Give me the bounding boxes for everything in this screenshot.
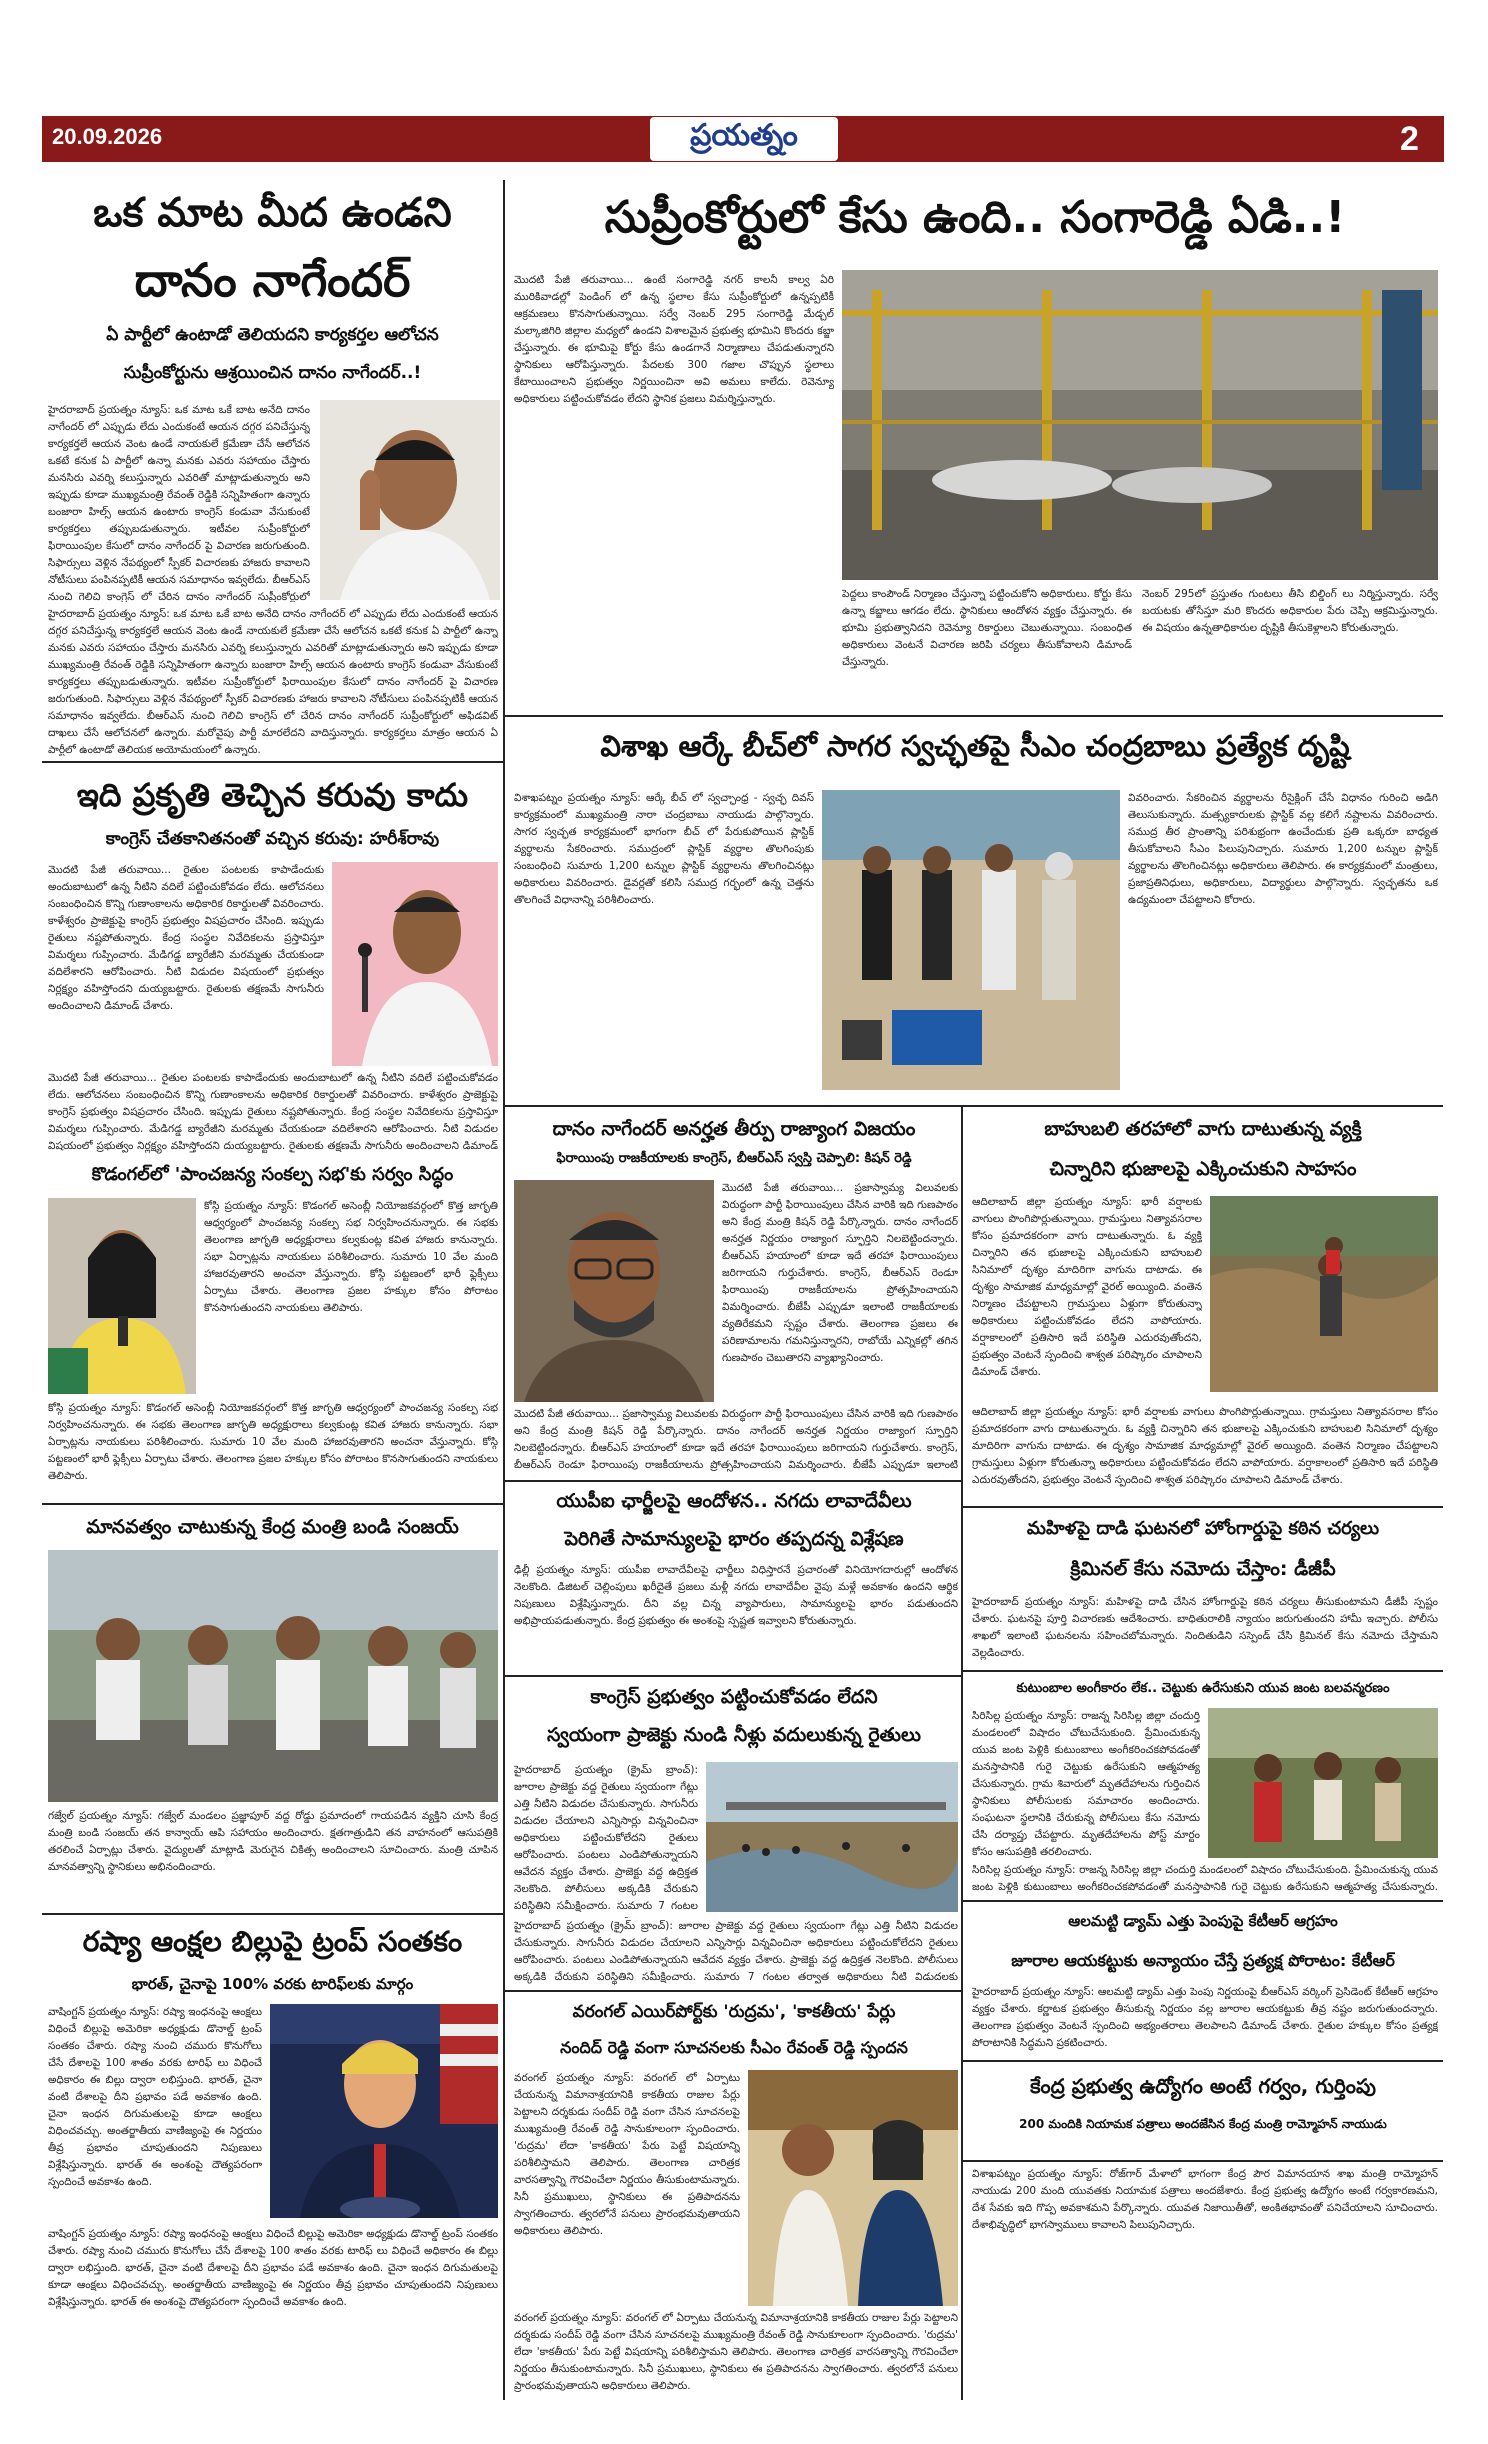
gurrampu-subheadline: 200 మందికి నియామక పత్రాలు అందజేసిన కేంద్ర మంత్రి రామ్మోహన్ నాయుడు [1019, 2117, 1387, 2131]
ktr-headline-line1: ఆలమట్టి డ్యామ్ ఎత్తు పెంపుపై కేటీఆర్ ఆగ్రహం [1068, 1912, 1338, 1930]
story1-body-continued [48, 606, 498, 756]
farmers-body-text: హైదరాబాద్ ప్రయత్నం (క్రైమ్ బ్రాంచ్): జూరాల ప్రాజెక్టు వద్ద రైతులు స్వయంగా గేట్లు ఎత్తి నీటిని విడుదల చేసుకున్నారు. సాగునీరు విడుదల చేయాలని ఎన్నిసార్లు విన్నవించినా అధికారులు పట్టించుకోలేదని రైతులు ఆరోపించారు. పంటలు ఎండిపోతున్నాయని ఆవేదన వ్యక్తం చేశారు. ప్రాజెక్టు వద్ద ఉద్రిక్తత నెలకొంది. పోలీసులు అక్కడికి చేరుకుని పరిస్థితిని సమీక్షించారు. సుమారు 7 గంటల తర్వాత అధికారులు నీటి విడుదలకు [514, 1920, 958, 1983]
ktr-body: హైదరాబాద్ ప్రయత్నం న్యూస్: ఆలమట్టి డ్యామ్ ఎత్తు పెంపు నిర్ణయంపై బీఆర్ఎస్ వర్కింగ్ ప్రెసిడెంట్ కేటీఆర్ ఆగ్రహం వ్యక్తం చేశారు. కర్ణాటక ప్రభుత్వం తీసుకున్న నిర్ణయం వల్ల జూరాల ఆయకట్టుకు తీవ్ర నష్టం జరుగుతుందన్నారు. తెలంగాణ ప్రభుత్వం వెంటనే స్పందించి అభ్యంతరాలు తెలపాలని డిమాండ్ చేశారు. రైతుల హక్కుల కోసం ప్రత్యక్ష పోరాటానికి సిద్ధమని ప్రకటించారు. [972, 1986, 1438, 2049]
bandi-headline: మానవత్వం చాటుకున్న కేంద్ర మంత్రి బండి సంజయ్ [86, 1516, 459, 1538]
section-divider [503, 1990, 961, 1992]
family-body: సిరిసిల్ల ప్రయత్నం న్యూస్: రాజన్న సిరిసిల్ల జిల్లా చందుర్తి మండలంలో విషాదం చోటుచేసుకుంది. ప్రేమించుకున్న యువ జంట పెళ్లికి కుటుంబాలు అంగీకరించకపోవడంతో మనస్తాపానికి గురై చెట్టుకు ఉరేసుకుని ఆత్మహత్య చేసుకున్నారు. గ్రామ శివారులో మృతదేహాలను గుర్తించిన స్థానికులు పోలీసులకు సమాచారం అందించారు. సంఘటనా స్థలానికి చేరుకున్న పోలీసులు కేసు నమోదు చేసి దర్యాప్తు చేపట్టారు. మృతదేహాలను పోస్ట్ మార్టం కోసం ఆసుపత్రికి తరలించారు. [972, 1710, 1200, 1858]
section-divider [961, 1670, 1443, 1672]
section-divider [961, 1506, 1443, 1508]
airport-body: వరంగల్ ప్రయత్నం న్యూస్: వరంగల్ లో ఏర్పాటు చేయనున్న విమానాశ్రయానికి కాకతీయ రాజుల పేర్లు పెట్టాలని దర్శకుడు సందీప్ రెడ్డి వంగా చేసిన సూచనలపై ముఖ్యమంత్రి రేవంత్ రెడ్డి సానుకూలంగా స్పందించారు. 'రుద్రమ' లేదా 'కాకతీయ' పేరు పెట్టే విషయాన్ని పరిశీలిస్తామని తెలిపారు. తెలంగాణ చారిత్రక వారసత్వాన్ని గౌరవించేలా నిర్ణయం తీసుకుంటామన్నారు. సినీ ప్రముఖులు, స్థానికులు ఈ ప్రతిపాదనను స్వాగతించారు. త్వరలోనే పనులు ప్రారంభమవుతాయని అధికారులు తెలిపారు. [514, 2072, 740, 2237]
section-divider [961, 1900, 1443, 1902]
kishan-subheadline: ఫిరాయింపు రాజకీయాలకు కాంగ్రెస్, బీఆర్ఎస్ స్వస్తి చెప్పాలి: కిషన్ రెడ్డి [556, 1151, 912, 1166]
section-divider [42, 1503, 503, 1505]
bahubali-photo [1210, 1196, 1438, 1392]
section-divider [42, 1913, 503, 1915]
dgp-headline-line2: క్రిమినల్ కేసు నమోదు చేస్తాం: డీజీపీ [1070, 1558, 1336, 1580]
gurrampu-headline: కేంద్ర ప్రభుత్వ ఉద్యోగం అంటే గర్వం, గుర్తింపు [1030, 2074, 1376, 2098]
section-divider [961, 2160, 1443, 2162]
family-photo [1208, 1708, 1438, 1858]
story1-headline-line1: ఒక మాట మీద ఉండని [93, 190, 452, 236]
trump-photo [270, 2004, 498, 2218]
upi-body: ఢిల్లీ ప్రయత్నం న్యూస్: యుపీఐ లావాదేవీలపై ఛార్జీలు విధిస్తారనే ప్రచారంతో వినియోగదారుల్లో ఆందోళన నెలకొంది. డిజిటల్ చెల్లింపులు ఖరీదైతే ప్రజలు మళ్లీ నగదు లావాదేవీల వైపు మళ్లే అవకాశం ఉందని ఆర్థిక నిపుణులు విశ్లేషిస్తున్నారు. దీని వల్ల చిన్న వ్యాపారులు, సామాన్యులపై భారం పడుతుందని అభిప్రాయపడుతున్నారు. కేంద్ర ప్రభుత్వం ఈ అంశంపై స్పష్టత ఇవ్వాలని కోరుతున్నారు. [514, 1564, 958, 1627]
trump-subheadline: భారత్, చైనాపై 100% వరకు టారిఫ్‌లకు మార్గం [131, 1975, 414, 1993]
prakruti-body-text: మొదటి పేజీ తరువాయి... రైతుల పంటలకు కాపాడేందుకు అందుబాటులో ఉన్న నీటిని వదిలే పట్టించుకోవడం లేదు. ఆలోచనలు సంబంధించిన కొన్ని గుణాంకాలను అధికారిక రికార్డులతో వివరించారు. కాళేశ్వరం ప్రాజెక్టుపై కాంగ్రెస్ ప్రభుత్వం విషప్రచారం చేసింది. ఇప్పుడు రైతులు నష్టపోతున్నారు. కేంద్ర సంస్థల నివేదికలను ప్రస్తావిస్తూ విమర్శలు గుప్పించారు. మేడిగడ్డ బ్యారేజీని మరమ్మతు చేయకుండా వదిలేశారని ఆరోపించారు. నీటి విడుదల విషయంలో ప్రభుత్వం నిర్లక్ష్యం వహిస్తోందని దుయ్యబట్టారు. రైతులకు తక్షణమే సాగునీరు అందించాలని డిమాండ్ [48, 1072, 498, 1152]
family-body-text: సిరిసిల్ల ప్రయత్నం న్యూస్: రాజన్న సిరిసిల్ల జిల్లా చందుర్తి మండలంలో విషాదం చోటుచేసుకుంది. ప్రేమించుకున్న యువ జంట పెళ్లికి కుటుంబాలు అంగీకరించకపోవడంతో మనస్తాపానికి గురై చెట్టుకు ఉరేసుకుని ఆత్మహత్య చేసుకున్నారు. [972, 1864, 1438, 1893]
main-story-photo [842, 270, 1438, 580]
story1-body-text: హైదరాబాద్ ప్రయత్నం న్యూస్: ఒక మాట ఒకే బాట అనేది దానం నాగేందర్ లో ఎప్పుడు లేదు ఎందుకంటే ఆయన దగ్గర పనిచేస్తున్న కార్యకర్తలే ఆయన వెంట ఉండే నాయకులే క్రమేణా చేసే ఆలోచన ఒకటే కనుక ఏ పార్టీలో ఉన్నా మనకు ఎవరు సహాయం చేస్తారు మనసిరు ఎవర్ని కలుస్తున్నారు ఎవరితో మాట్లాడుతున్నారు అని ఇప్పుడు కూడా ముఖ్యమంత్రి రేవంత్ రెడ్డికి సన్నిహితంగా ఉన్నారు బంజారా హిల్స్ ఆయన ఉంటారు కాంగ్రెస్ కండువా వేసుకుంటే కార్యకర్తలు తప్పుబడుతున్నారు. ఇటీవల సుప్రీంకోర్టులో ఫిరాయింపుల కేసులో దానం నాగేందర్ పై విచారణ జరుగుతుంది. సిఫార్సులు వెళ్లిన నేపథ్యంలో స్పీకర్ విచారణకు హాజరు కావాలని నోటీసులు పంపినప్పటికీ ఆయన సమాధానం ఇవ్వలేదు. బీఆర్ఎస్ నుంచి గెలిచి కాంగ్రెస్ లో చేరిన దానం నాగేందర్ సుప్రీంకోర్టులో అఫిడవిట్ దాఖలు చేసే ఆలోచనలో ఉన్నారు. మరోవైపు పార్టీ మారలేదని వాదిస్తున్నారు. కార్యకర్తలు మాత్రం ఆయన ఏ పార్టీలో ఉంటాడో తెలియక అయోమయంలో ఉన్నారు. [48, 608, 498, 756]
kavitha-photo [48, 1198, 196, 1394]
kodangal-headline: కొడంగల్‌లో 'పాంచజన్య సంకల్ప సభ'కు సర్వం సిద్ధం [91, 1164, 454, 1185]
gurrampu-body: విశాఖపట్నం ప్రయత్నం న్యూస్: రోజ్‌గార్ మేళాలో భాగంగా కేంద్ర పౌర విమానయాన శాఖ మంత్రి రామ్మోహన్ నాయుడు 200 మంది యువతకు నియామక పత్రాలు అందజేశారు. కేంద్ర ప్రభుత్వ ఉద్యోగం అంటే గర్వకారణమని, దేశ సేవకు ఇది గొప్ప అవకాశమని పేర్కొన్నారు. యువత నిజాయితీతో, అంకితభావంతో పనిచేయాలని సూచించారు. దేశాభివృద్ధిలో భాగస్వాములు కావాలని పిలుపునిచ్చారు. [972, 2168, 1438, 2231]
ktr-headline-line2: జూరాల ఆయకట్టుకు అన్యాయం చేస్తే ప్రత్యక్ష పోరాటం: కేటీఆర్ [1011, 1951, 1395, 1970]
kodangal-body-continued [48, 1400, 498, 1498]
farmers-headline-line2: స్వయంగా ప్రాజెక్టు నుండి నీళ్లు వదులుకున్న రైతులు [547, 1724, 921, 1746]
family-body-continued [972, 1862, 1438, 1898]
prakruti-subheadline: కాంగ్రెస్ చేతకానితనంతో వచ్చిన కరువు: హరీశ్‌రావు [105, 829, 440, 849]
section-divider [42, 761, 503, 763]
issue-date: 20.09.2026 [52, 124, 163, 149]
dgp-headline-line1: మహిళపై దాడి ఘటనలో హోంగార్డుపై కఠిన చర్యలు [1026, 1518, 1380, 1539]
prakruti-body-continued [48, 1070, 498, 1154]
section-divider [503, 1675, 961, 1677]
family-headline: కుటుంబాల అంగీకారం లేక.. చెట్టుకు ఉరేసుకుని యువ జంట బలవన్మరణం [1016, 1681, 1390, 1696]
bahubali-body-text: ఆదిలాబాద్ జిల్లా ప్రయత్నం న్యూస్: భారీ వర్షాలకు వాగులు పొంగిపొర్లుతున్నాయి. గ్రామస్తులు నిత్యావసరాల కోసం ప్రమాదకరంగా వాగు దాటుతున్నారు. ఓ వ్యక్తి చిన్నారిని తన భుజాలపై ఎక్కించుకుని బాహుబలి సినిమాలో దృశ్యం మాదిరిగా వాగును దాటాడు. ఈ దృశ్యం సామాజిక మాధ్యమాల్లో వైరల్ అయ్యింది. వంతెన నిర్మాణం చేపట్టాలని గ్రామస్తులు ఏళ్లుగా కోరుతున్నా అధికారులు పట్టించుకోవడం లేదని వాపోయారు. వర్షాకాలంలో ప్రతిసారి ఇదే పరిస్థితి ఎదురవుతోందని, ప్రభుత్వం వెంటనే స్పందించి శాశ్వత పరిష్కారం చూపాలని డిమాండ్ చేశారు. [972, 1406, 1438, 1486]
dgp-body: హైదరాబాద్ ప్రయత్నం న్యూస్: మహిళపై దాడి చేసిన హోంగార్డుపై కఠిన చర్యలు తీసుకుంటామని డీజీపీ స్పష్టం చేశారు. ఘటనపై పూర్తి విచారణకు ఆదేశించారు. బాధితురాలికి న్యాయం జరుగుతుందని హామీ ఇచ్చారు. పోలీసు శాఖలో ఇలాంటి ఘటనలను సహించబోమన్నారు. నిందితుడిని సస్పెండ్ చేసి క్రిమినల్ కేసు నమోదు చేస్తామని వెల్లడించారు. [972, 1596, 1438, 1659]
story1-headline-line2: దానం నాగేందర్ [134, 253, 411, 307]
airport-body-continued [514, 2310, 958, 2396]
farmers-photo [706, 1762, 958, 1912]
trump-body-continued [48, 2226, 498, 2396]
beach-headline: విశాఖ ఆర్కే బీచ్‌లో సాగర స్వచ్ఛతపై సీఎం చంద్రబాబు ప్రత్యేక దృష్టి [600, 729, 1350, 763]
trump-body-text: వాషింగ్టన్ ప్రయత్నం న్యూస్: రష్యా ఇంధనంపై ఆంక్షలు విధించే బిల్లుపై అమెరికా అధ్యక్షుడు డొనాల్డ్ ట్రంప్ సంతకం చేశారు. రష్యా నుంచి చమురు కొనుగోలు చేసే దేశాలపై 100 శాతం వరకు టారిఫ్ లు విధించే అధికారం ఈ బిల్లు ద్వారా లభిస్తుంది. భారత్, చైనా వంటి దేశాలపై దీని ప్రభావం పడే అవకాశం ఉంది. చైనా ఇంధన దిగుమతులపై కూడా ఆంక్షలు విధించవచ్చు. అంతర్జాతీయ వాణిజ్యంపై ఈ నిర్ణయం తీవ్ర ప్రభావం చూపుతుందని నిపుణులు విశ్లేషిస్తున్నారు. భారత్ ఈ అంశంపై దౌత్యపరంగా స్పందించే అవకాశం ఉంది. [48, 2228, 498, 2308]
farmers-body: హైదరాబాద్ ప్రయత్నం (క్రైమ్ బ్రాంచ్): జూరాల ప్రాజెక్టు వద్ద రైతులు స్వయంగా గేట్లు ఎత్తి నీటిని విడుదల చేసుకున్నారు. సాగునీరు విడుదల చేయాలని ఎన్నిసార్లు విన్నవించినా అధికారులు పట్టించుకోలేదని రైతులు ఆరోపించారు. పంటలు ఎండిపోతున్నాయని ఆవేదన వ్యక్తం చేశారు. ప్రాజెక్టు వద్ద ఉద్రిక్తత నెలకొంది. పోలీసులు అక్కడికి చేరుకుని పరిస్థితిని సమీక్షించారు. సుమారు 7 గంటల [514, 1764, 698, 1912]
story1-subheadline: ఏ పార్టీలో ఉంటాడో తెలియదని కార్యకర్తల ఆలోచన [106, 325, 439, 345]
main-photo-caption-left: పెద్దలు కాంపౌండ్ నిర్మాణం చేస్తున్నా పట్టించుకోని అధికారులు. కోర్టు కేసు ఉన్నా కబ్జాలు ఆగడం లేదు. స్థానికులు ఆందోళన వ్యక్తం చేస్తున్నారు. ఈ భూమి ప్రభుత్వానిదని రెవెన్యూ రికార్డులు చెబుతున్నాయి. సంబంధిత అధికారులు వెంటనే విచారణ జరిపి చర్యలు తీసుకోవాలని డిమాండ్ చేస్తున్నారు. [842, 588, 1132, 668]
airport-headline-line1: వరంగల్ ఎయిర్‌పోర్ట్‌కు 'రుద్రమ', 'కాకతీయ' పేర్లు [572, 2002, 896, 2022]
column-divider [503, 180, 505, 2400]
beach-body-right: వివరించారు. సేకరించిన వ్యర్థాలను రీసైక్లింగ్ చేసే విధానం గురించి అడిగి తెలుసుకున్నారు. మత్స్యకారులకు ప్లాస్టిక్ వల్ల కలిగే నష్టాలను వివరించారు. సముద్ర తీర ప్రాంతాన్ని పరిశుభ్రంగా ఉంచేందుకు ప్రతి ఒక్కరూ బాధ్యత తీసుకోవాలని సీఎం పిలుపునిచ్చారు. సుమారు 1,200 టన్నుల ప్లాస్టిక్ వ్యర్థాలను తొలగించినట్లు అధికారులు తెలిపారు. ఈ కార్యక్రమంలో మంత్రులు, ప్రజాప్రతినిధులు, అధికారులు, విద్యార్థులు పాల్గొన్నారు. స్వచ్ఛతను ఒక ఉద్యమంలా చేపట్టాలని కోరారు. [1128, 792, 1438, 906]
bahubali-body: ఆదిలాబాద్ జిల్లా ప్రయత్నం న్యూస్: భారీ వర్షాలకు వాగులు పొంగిపొర్లుతున్నాయి. గ్రామస్తులు నిత్యావసరాల కోసం ప్రమాదకరంగా వాగు దాటుతున్నారు. ఓ వ్యక్తి చిన్నారిని తన భుజాలపై ఎక్కించుకుని బాహుబలి సినిమాలో దృశ్యం మాదిరిగా వాగును దాటాడు. ఈ దృశ్యం సామాజిక మాధ్యమాల్లో వైరల్ అయ్యింది. వంతెన నిర్మాణం చేపట్టాలని గ్రామస్తులు ఏళ్లుగా కోరుతున్నా అధికారులు పట్టించుకోవడం లేదని వాపోయారు. వర్షాకాలంలో ప్రతిసారి ఇదే పరిస్థితి ఎదురవుతోందని, ప్రభుత్వం వెంటనే స్పందించి శాశ్వత పరిష్కారం చూపాలని డిమాండ్ చేశారు. [972, 1196, 1202, 1378]
story1-body: హైదరాబాద్ ప్రయత్నం న్యూస్: ఒక మాట ఒకే బాట అనేది దానం నాగేందర్ లో ఎప్పుడు లేదు ఎందుకంటే ఆయన దగ్గర పనిచేస్తున్న కార్యకర్తలే ఆయన వెంట ఉండే నాయకులే క్రమేణా చేసే ఆలోచన ఒకటే కనుక ఏ పార్టీలో ఉన్నా మనకు ఎవరు సహాయం చేస్తారు మనసిరు ఎవర్ని కలుస్తున్నారు ఎవరితో మాట్లాడుతున్నారు అని ఇప్పుడు కూడా ముఖ్యమంత్రి రేవంత్ రెడ్డికి సన్నిహితంగా ఉన్నారు బంజారా హిల్స్ ఆయన ఉంటారు కాంగ్రెస్ కండువా వేసుకుంటే కార్యకర్తలు తప్పుబడుతున్నారు. ఇటీవల సుప్రీంకోర్టులో ఫిరాయింపుల కేసులో దానం నాగేందర్ పై విచారణ జరుగుతుంది. సిఫార్సులు వెళ్లిన నేపథ్యంలో స్పీకర్ విచారణకు హాజరు కావాలని నోటీసులు పంపినప్పటికీ ఆయన సమాధానం ఇవ్వలేదు. బీఆర్ఎస్ నుంచి గెలిచి కాంగ్రెస్ లో చేరిన దానం నాగేందర్ సుప్రీంకోర్టులో [48, 404, 310, 602]
trump-headline: రష్యా ఆంక్షల బిల్లుపై ట్రంప్ సంతకం [82, 1925, 463, 1958]
danam-photo [320, 400, 500, 600]
kishan-headline: దానం నాగేందర్ అనర్హత తీర్పు రాజ్యాంగ విజయం [552, 1118, 916, 1140]
section-divider [503, 1105, 1443, 1107]
kishan-body-continued [514, 1406, 958, 1476]
column-divider [961, 1105, 963, 2400]
main-headline: సుప్రీంకోర్టులో కేసు ఉంది.. సంగారెడ్డి ఏడి..! [604, 192, 1346, 243]
bandi-photo [48, 1550, 498, 1802]
main-story-body: మొదటి పేజీ తరువాయి... ఉంటే సంగారెడ్డి నగర్ కాలనీ కాల్వ ఏరి మురికివాడల్లో పెండింగ్ లో ఉన్న స్థలాల కేసు సుప్రీంకోర్టులో ఉన్నప్పటికీ ఆక్రమణలు కొనసాగుతున్నాయి. సర్వే నెంబర్ 295 సంగారెడ్డి మేడ్చల్ మల్కాజిగిరి జిల్లాల మధ్యలో ఉండని విశాలమైన ప్రభుత్వ భూమిని కొందరు కబ్జా చేస్తున్నారు. ఈ భూమిపై కోర్టు కేసు ఉండగానే నిర్మాణాలు చేపడుతున్నారని స్థానికులు ఆరోపిస్తున్నారు. పేదలకు 300 గజాల చొప్పున స్థలాలు కేటాయించాలని ప్రభుత్వం నిర్ణయించినా అవి అమలు కాలేదు. రెవెన్యూ అధికారులు పట్టించుకోవడం లేదని స్థానిక ప్రజలు విమర్శిస్తున్నారు. [514, 274, 834, 405]
section-divider [503, 1480, 961, 1482]
trump-body: వాషింగ్టన్ ప్రయత్నం న్యూస్: రష్యా ఇంధనంపై ఆంక్షలు విధించే బిల్లుపై అమెరికా అధ్యక్షుడు డొనాల్డ్ ట్రంప్ సంతకం చేశారు. రష్యా నుంచి చమురు కొనుగోలు చేసే దేశాలపై 100 శాతం వరకు టారిఫ్ లు విధించే అధికారం ఈ బిల్లు ద్వారా లభిస్తుంది. భారత్, చైనా వంటి దేశాలపై దీని ప్రభావం పడే అవకాశం ఉంది. చైనా ఇంధన దిగుమతులపై కూడా ఆంక్షలు విధించవచ్చు. అంతర్జాతీయ వాణిజ్యంపై ఈ నిర్ణయం తీవ్ర ప్రభావం చూపుతుందని నిపుణులు విశ్లేషిస్తున్నారు. భారత్ ఈ అంశంపై దౌత్యపరంగా స్పందించే అవకాశం ఉంది. [48, 2006, 262, 2188]
beach-photo [822, 790, 1120, 1090]
section-divider [961, 2060, 1443, 2062]
bahubali-headline-line2: చిన్నారిని భుజాలపై ఎక్కించుకుని సాహసం [1049, 1158, 1357, 1180]
airport-body-text: వరంగల్ ప్రయత్నం న్యూస్: వరంగల్ లో ఏర్పాటు చేయనున్న విమానాశ్రయానికి కాకతీయ రాజుల పేర్లు పెట్టాలని దర్శకుడు సందీప్ రెడ్డి వంగా చేసిన సూచనలపై ముఖ్యమంత్రి రేవంత్ రెడ్డి సానుకూలంగా స్పందించారు. 'రుద్రమ' లేదా 'కాకతీయ' పేరు పెట్టే విషయాన్ని పరిశీలిస్తామని తెలిపారు. తెలంగాణ చారిత్రక వారసత్వాన్ని గౌరవించేలా నిర్ణయం తీసుకుంటామన్నారు. సినీ ప్రముఖులు, స్థానికులు ఈ ప్రతిపాదనను స్వాగతించారు. త్వరలోనే పనులు ప్రారంభమవుతాయని అధికారులు తెలిపారు. [514, 2312, 958, 2392]
kishan-body: మొదటి పేజీ తరువాయి... ప్రజాస్వామ్య విలువలకు విరుద్ధంగా పార్టీ ఫిరాయింపులు చేసిన వారికి ఇది గుణపాఠం అని కేంద్ర మంత్రి కిషన్ రెడ్డి పేర్కొన్నారు. దానం నాగేందర్ అనర్హత నిర్ణయం రాజ్యాంగ స్ఫూర్తిని నిలబెట్టిందన్నారు. బీఆర్ఎస్ హయాంలో కూడా ఇదే తరహా ఫిరాయింపులు జరిగాయని గుర్తుచేశారు. కాంగ్రెస్, బీఆర్ఎస్ రెండూ ఫిరాయింపు రాజకీయాలను ప్రోత్సహించాయని విమర్శించారు. బీజేపీ ఎప్పుడూ ఇలాంటి రాజకీయాలకు వ్యతిరేకమని స్పష్టం చేశారు. తెలంగాణ ప్రజలు ఈ పరిణామాలను గమనిస్తున్నారని, రాబోయే ఎన్నికల్లో తగిన గుణపాఠం చెబుతారని వ్యాఖ్యానించారు. [722, 1182, 958, 1364]
kishan-photo [514, 1180, 714, 1402]
upi-headline-line2: పెరిగితే సామాన్యులపై భారం తప్పదన్న విశ్లేషణ [564, 1528, 904, 1550]
beach-body-left: విశాఖపట్నం ప్రయత్నం న్యూస్: ఆర్కే బీచ్ లో స్వచ్ఛాంధ్ర - స్వచ్ఛ దివస్ కార్యక్రమంలో ముఖ్యమంత్రి నారా చంద్రబాబు నాయుడు పాల్గొన్నారు. సాగర స్వచ్ఛత కార్యక్రమంలో భాగంగా బీచ్ లో పేరుకుపోయిన ప్లాస్టిక్ వ్యర్థాలను సేకరించారు. సముద్రంలో ప్లాస్టిక్ వ్యర్థాల తొలగింపుకు సంబంధించి సుమారు 1,200 టన్నుల ప్లాస్టిక్ వ్యర్థాలను తొలగించినట్లు అధికారులు వివరించారు. డైవర్లతో కలిసి సముద్ర గర్భంలో ఉన్న చెత్తను తొలగించే విధానాన్ని పరిశీలించారు. [514, 792, 814, 906]
farmers-headline-line1: కాంగ్రెస్ ప్రభుత్వం పట్టించుకోవడం లేదని [590, 1686, 878, 1708]
kodangal-body: కోస్గి ప్రయత్నం న్యూస్: కొడంగల్ అసెంబ్లీ నియోజకవర్గంలో కొత్త జాగృతి ఆధ్వర్యంలో పాంచజన్య సంకల్ప సభ నిర్వహించనున్నారు. ఈ సభకు తెలంగాణ జాగృతి అధ్యక్షురాలు కల్వకుంట్ల కవిత హాజరు కానున్నారు. సభా ఏర్పాట్లను నాయకులు పరిశీలించారు. సుమారు 10 వేల మంది హాజరవుతారని అంచనా వేస్తున్నారు. కోస్గి పట్టణంలో భారీ ఫ్లెక్సీలు ఏర్పాటు చేశారు. తెలంగాణ ప్రజల హక్కుల కోసం పోరాటం కొనసాగుతుందని నాయకులు తెలిపారు. [204, 1200, 498, 1314]
story1-subheadline-2: సుప్రీంకోర్టును ఆశ్రయించిన దానం నాగేందర్..! [123, 363, 422, 383]
prakruti-headline: ఇది ప్రకృతి తెచ్చిన కరువు కాదు [76, 776, 469, 814]
kishan-body-text: మొదటి పేజీ తరువాయి... ప్రజాస్వామ్య విలువలకు విరుద్ధంగా పార్టీ ఫిరాయింపులు చేసిన వారికి ఇది గుణపాఠం అని కేంద్ర మంత్రి కిషన్ రెడ్డి పేర్కొన్నారు. దానం నాగేందర్ అనర్హత నిర్ణయం రాజ్యాంగ స్ఫూర్తిని నిలబెట్టిందన్నారు. బీఆర్ఎస్ హయాంలో కూడా ఇదే తరహా ఫిరాయింపులు జరిగాయని గుర్తుచేశారు. కాంగ్రెస్, బీఆర్ఎస్ రెండూ ఫిరాయింపు రాజకీయాలను ప్రోత్సహించాయని విమర్శించారు. బీజేపీ ఎప్పుడూ ఇలాంటి [514, 1408, 958, 1471]
farmers-body-continued [514, 1918, 958, 1986]
bahubali-body-continued [972, 1404, 1438, 1502]
bandi-body: గజ్వేల్ ప్రయత్నం న్యూస్: గజ్వేల్ మండలం ప్రజ్ఞాపూర్ వద్ద రోడ్డు ప్రమాదంలో గాయపడిన వ్యక్తిని చూసి కేంద్ర మంత్రి బండి సంజయ్ తన కాన్వాయ్ ఆపి సహాయం అందించారు. క్షతగాత్రుడిని తన వాహనంలో ఆసుపత్రికి తరలించే ఏర్పాట్లు చేశారు. వైద్యులతో మాట్లాడి మెరుగైన చికిత్స అందించాలని సూచించారు. మంత్రి చూపిన మానవత్వాన్ని స్థానికులు అభినందించారు. [48, 1810, 498, 1873]
page-number: 2 [1400, 120, 1419, 158]
masthead-logo: ప్రయత్నం [650, 117, 838, 161]
airport-headline-line2: నందిద్ రెడ్డి వంగా సూచనలకు సీఎం రేవంత్ రెడ్డి స్పందన [560, 2038, 908, 2057]
harish-photo [332, 862, 498, 1066]
prakruti-body: మొదటి పేజీ తరువాయి... రైతుల పంటలకు కాపాడేందుకు అందుబాటులో ఉన్న నీటిని వదిలే పట్టించుకోవడం లేదు. ఆలోచనలు సంబంధించిన కొన్ని గుణాంకాలను అధికారిక రికార్డులతో వివరించారు. కాళేశ్వరం ప్రాజెక్టుపై కాంగ్రెస్ ప్రభుత్వం విషప్రచారం చేసింది. ఇప్పుడు రైతులు నష్టపోతున్నారు. కేంద్ర సంస్థల నివేదికలను ప్రస్తావిస్తూ విమర్శలు గుప్పించారు. మేడిగడ్డ బ్యారేజీని మరమ్మతు చేయకుండా వదిలేశారని ఆరోపించారు. నీటి విడుదల విషయంలో ప్రభుత్వం నిర్లక్ష్యం వహిస్తోందని దుయ్యబట్టారు. రైతులకు తక్షణమే సాగునీరు అందించాలని డిమాండ్ చేశారు. [48, 864, 324, 1012]
main-photo-caption-right: నెంబర్ 295లో ప్రస్తుతం గుంటలు తీసి బిల్డింగ్ లు నిర్మిస్తున్నారు. సర్వే బయటకు తోసేస్తూ మరి కొందరు అధికారుల పేరు చెప్పి ఆక్రమిస్తున్నారు. ఈ విషయం ఉన్నతాధికారుల దృష్టికి తీసుకెళ్లాలని కోరుతున్నారు. [1142, 588, 1438, 634]
upi-headline-line1: యుపీఐ ఛార్జీలపై ఆందోళన.. నగదు లావాదేవీలు [556, 1490, 912, 1512]
kodangal-body-text: కోస్గి ప్రయత్నం న్యూస్: కొడంగల్ అసెంబ్లీ నియోజకవర్గంలో కొత్త జాగృతి ఆధ్వర్యంలో పాంచజన్య సంకల్ప సభ నిర్వహించనున్నారు. ఈ సభకు తెలంగాణ జాగృతి అధ్యక్షురాలు కల్వకుంట్ల కవిత హాజరు కానున్నారు. సభా ఏర్పాట్లను నాయకులు పరిశీలించారు. సుమారు 10 వేల మంది హాజరవుతారని అంచనా వేస్తున్నారు. కోస్గి పట్టణంలో భారీ ఫ్లెక్సీలు ఏర్పాటు చేశారు. తెలంగాణ ప్రజల హక్కుల కోసం పోరాటం కొనసాగుతుందని నాయకులు తెలిపారు. [48, 1402, 498, 1482]
airport-photo [748, 2070, 958, 2306]
bahubali-headline-line1: బాహుబలి తరహాలో వాగు దాటుతున్న వ్యక్తి [1044, 1118, 1362, 1140]
section-divider [503, 715, 1443, 717]
